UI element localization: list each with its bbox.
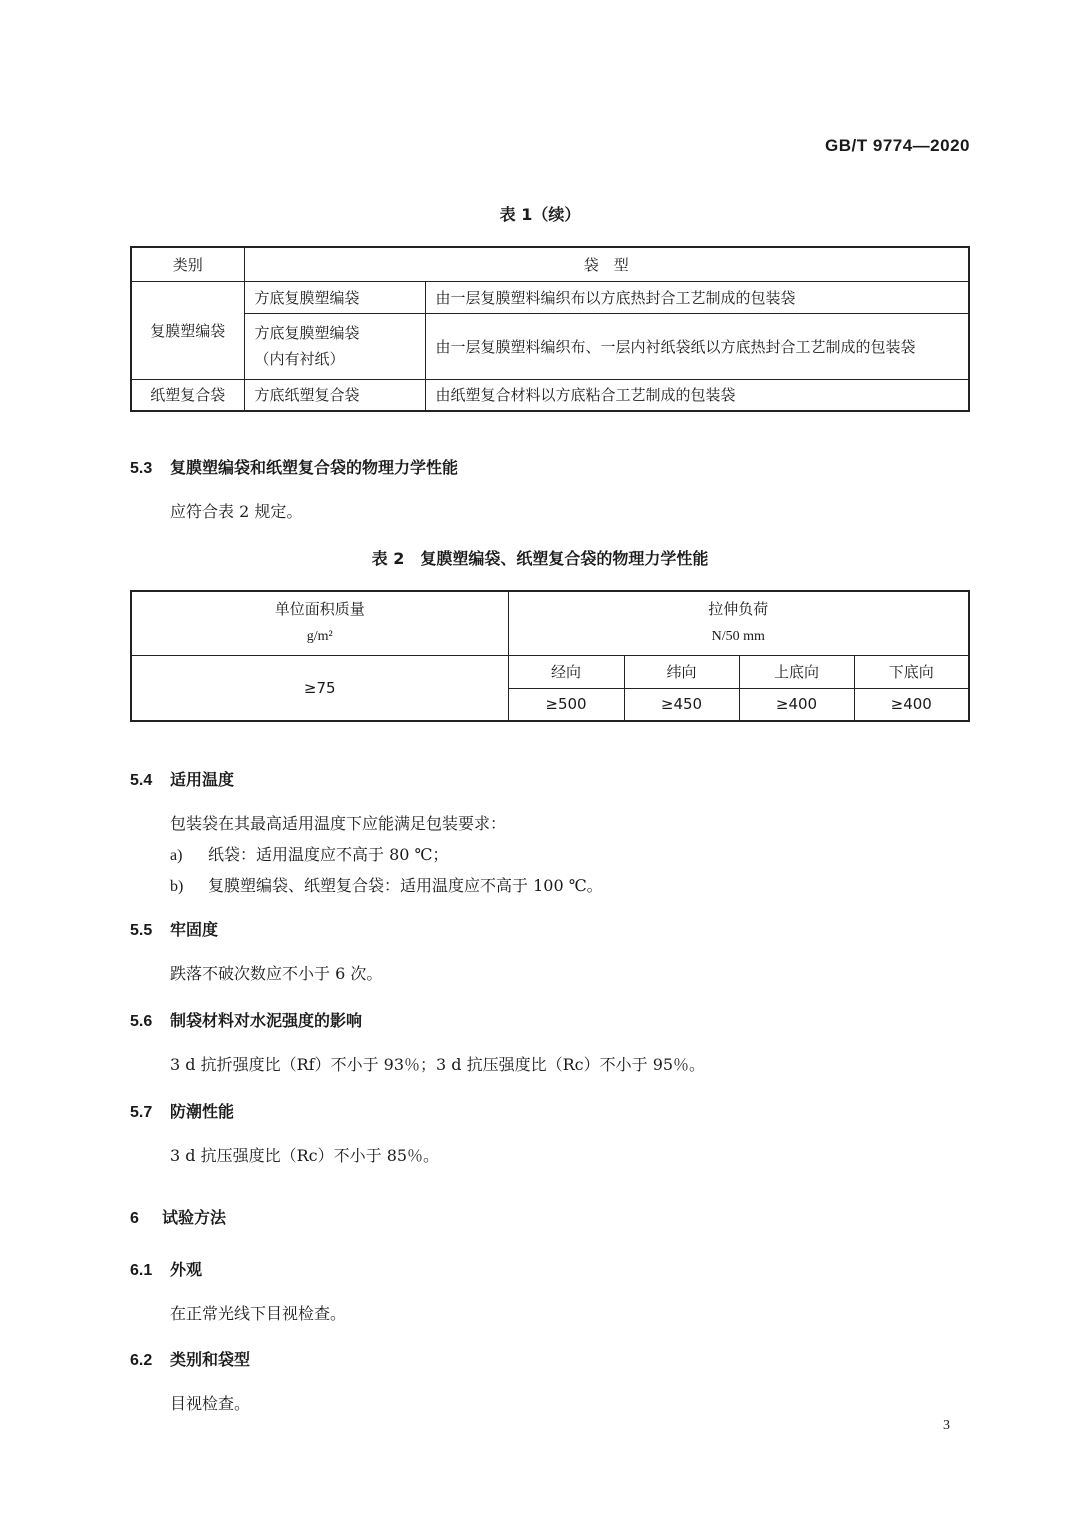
standard-number: GB/T 9774—2020	[825, 136, 970, 155]
section-title: 适用温度	[170, 770, 235, 789]
section-number: 5.7	[130, 1104, 153, 1121]
table2-head-tensile	[508, 591, 969, 655]
table2-subhead: 纬向	[624, 655, 739, 688]
table2-head-unit: g/m²	[306, 629, 333, 645]
table1-desc-cell: 由纸塑复合材料以方底粘合工艺制成的包装袋	[425, 379, 969, 411]
section-title: 类别和袋型	[170, 1350, 251, 1369]
table2-value: ≥500	[508, 688, 624, 721]
list-item-text: 复膜塑编袋、纸塑复合袋：适用温度应不高于 100 ℃。	[208, 876, 603, 895]
table2-subhead: 下底向	[854, 655, 969, 688]
table2-subhead: 上底向	[739, 655, 854, 688]
table2-value: ≥450	[624, 688, 739, 721]
table1-type-cell	[244, 313, 425, 379]
section-5-4-body: 包装袋在其最高适用温度下应能满足包装要求：	[170, 814, 507, 833]
section-5-5-heading	[130, 917, 218, 940]
table1-category-laminated: 复膜塑编袋	[131, 281, 244, 379]
section-title: 试验方法	[162, 1208, 227, 1227]
table2-head-mass	[131, 591, 508, 655]
table2-value: ≥400	[739, 688, 854, 721]
section-6-2-body: 目视检查。	[170, 1394, 251, 1413]
section-5-3-body: 应符合表 2 规定。	[170, 502, 303, 521]
section-5-3-heading	[130, 455, 458, 478]
section-5-6-body: 3 d 抗折强度比（Rf）不小于 93％；3 d 抗压强度比（Rc）不小于 95％。	[170, 1055, 706, 1074]
section-number: 5.4	[130, 772, 153, 789]
section-5-5-body: 跌落不破次数应不小于 6 次。	[170, 964, 383, 983]
table1-head-type: 袋 型	[244, 247, 969, 281]
table1	[130, 246, 970, 412]
list-item-label: b)	[170, 878, 184, 895]
table1-head-category: 类别	[131, 247, 244, 281]
section-number: 5.6	[130, 1013, 153, 1030]
table1-caption: 表 1（续）	[499, 205, 581, 224]
section-title: 复膜塑编袋和纸塑复合袋的物理力学性能	[170, 458, 459, 477]
list-item-text: 纸袋：适用温度应不高于 80 ℃；	[208, 845, 449, 864]
section-title: 制袋材料对水泥强度的影响	[170, 1011, 363, 1030]
table1-type-line: （内有衬纸）	[254, 350, 345, 368]
section-6-2-heading	[130, 1347, 250, 1370]
section-6-1-body: 在正常光线下目视检查。	[170, 1304, 347, 1323]
section-number: 6	[130, 1210, 139, 1227]
table2-subhead: 经向	[508, 655, 624, 688]
table2-head-unit: N/50 mm	[711, 629, 765, 645]
section-number: 5.5	[130, 922, 153, 939]
table1-desc-cell: 由一层复膜塑料编织布、一层内衬纸袋纸以方底热封合工艺制成的包装袋	[425, 313, 969, 379]
section-number: 6.2	[130, 1352, 153, 1369]
table1-type-line: 方底复膜塑编袋	[254, 324, 360, 342]
table2-mass-value: ≥75	[131, 655, 508, 721]
section-5-7-heading	[130, 1099, 234, 1122]
section-5-4-heading	[130, 767, 234, 790]
list-item-label: a)	[170, 847, 183, 864]
table1-type-cell: 方底复膜塑编袋	[244, 281, 425, 313]
table2-head-label: 单位面积质量	[274, 600, 365, 619]
section-6-1-heading	[130, 1257, 202, 1280]
table2-caption: 表 2 复膜塑编袋、纸塑复合袋的物理力学性能	[371, 549, 709, 568]
table2-head-label: 拉伸负荷	[708, 600, 769, 619]
table1-category-paper-plastic: 纸塑复合袋	[131, 379, 244, 411]
table1-desc-cell: 由一层复膜塑料编织布以方底热封合工艺制成的包装袋	[425, 281, 969, 313]
table2-value: ≥400	[854, 688, 969, 721]
page-number: 3	[943, 1418, 950, 1433]
list-item	[170, 873, 603, 896]
section-5-7-body: 3 d 抗压强度比（Rc）不小于 85％。	[170, 1146, 440, 1165]
section-title: 外观	[170, 1260, 203, 1279]
list-item	[170, 842, 448, 865]
section-title: 防潮性能	[170, 1102, 235, 1121]
table2	[130, 590, 970, 722]
table1-type-cell: 方底纸塑复合袋	[244, 379, 425, 411]
section-6-heading	[130, 1205, 226, 1228]
section-title: 牢固度	[170, 920, 219, 939]
section-number: 6.1	[130, 1262, 153, 1279]
section-5-6-heading	[130, 1008, 362, 1031]
section-number: 5.3	[130, 460, 153, 477]
